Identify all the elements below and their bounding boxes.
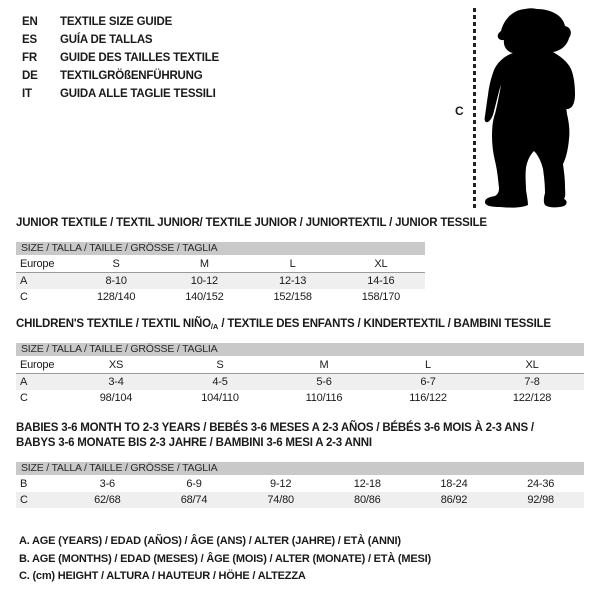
cell: 8-10 [72,273,160,290]
title-line: BABIES 3-6 MONTH TO 2-3 YEARS / BEBÉS 3-6 MESES A 2-3 AÑOS / BÉBÉS 3-6 MOIS À 2-3 ANS / [16,422,534,434]
language-code: EN [22,16,38,28]
children-size-table [16,356,584,406]
table-row [16,390,584,406]
cell: B [20,477,28,490]
cell: 62/68 [64,492,151,508]
table-row [16,289,425,305]
language-code: FR [22,52,37,64]
cell: 3-4 [64,374,168,391]
cell: 12-18 [353,477,381,490]
cell: 14-16 [337,273,425,290]
cell: 74/80 [237,492,324,508]
language-row [22,85,219,103]
cell: A [16,273,72,290]
cell: 9-12 [270,477,292,490]
cell: C [16,492,64,508]
table-row [16,273,425,290]
height-measure-line [473,8,476,209]
cell: 3-6 [99,477,115,490]
cell: 5-6 [272,374,376,391]
language-code: DE [22,70,38,82]
table-row [16,492,584,508]
legend-notes [19,533,431,586]
size-header-bar: SIZE / TALLA / TAILLE / GRÖSSE / TAGLIA [16,343,584,356]
cell: 158/170 [361,291,401,303]
cell: 98/104 [99,392,133,404]
cell: M [272,356,376,374]
cell: 128/140 [96,291,136,303]
title-subscript: /A [210,322,219,331]
cell: S [168,356,272,374]
cell: 12-13 [249,273,337,290]
cell: 80/86 [324,492,411,508]
cell: 10-12 [160,273,248,290]
cell: 140/152 [185,291,224,303]
table-row [16,255,425,273]
junior-size-table [16,255,425,305]
guide-title: TEXTILE SIZE GUIDE [60,16,173,28]
cell: 92/98 [497,492,584,508]
guide-title: GUÍA DE TALLAS [60,34,153,46]
note-age-years: A. AGE (YEARS) / EDAD (AÑOS) / ÂGE (ANS) / ALTER (JAHRE) / ETÀ (ANNI) [19,535,401,547]
title-line: BABYS 3-6 MONATE BIS 2-3 JAHRE / BAMBINI 3-6 MESI A 2-3 ANNI [16,437,372,449]
language-row [22,31,219,49]
size-header-bar: SIZE / TALLA / TAILLE / GRÖSSE / TAGLIA [16,462,584,475]
cell: S [72,255,160,273]
cell: XL [337,255,425,273]
note-height: C. (cm) HEIGHT / ALTURA / HAUTEUR / HÖHE / ALTEZZA [19,570,306,582]
childrens-textile-section [16,318,584,406]
cell: 104/110 [201,392,239,404]
cell: 122/128 [512,392,552,404]
cell: 7-8 [480,374,584,391]
cell: 18-24 [440,477,468,490]
language-row [22,13,219,31]
height-measure-label: C [455,104,464,118]
cell: 24-36 [527,477,555,490]
cell: C [20,291,28,303]
babies-size-table [16,475,584,508]
cell: 116/122 [409,392,447,404]
cell: XS [64,356,168,374]
note-age-months: B. AGE (MONTHS) / EDAD (MESES) / ÂGE (MOIS) / ALTER (MONATE) / ETÀ (MESI) [19,552,431,565]
language-row [22,49,219,67]
size-header-bar: SIZE / TALLA / TAILLE / GRÖSSE / TAGLIA [16,242,425,255]
cell: 4-5 [168,374,272,391]
cell: 68/74 [151,492,238,508]
cell: 6-7 [376,374,480,391]
title-text: CHILDREN'S TEXTILE / TEXTIL NIÑO [16,318,211,330]
cell: L [249,255,337,273]
cell: Europe [16,255,72,273]
baby-silhouette-icon [480,6,580,212]
language-code: IT [22,88,32,100]
babies-table-title [16,421,584,451]
table-row [16,356,584,374]
language-row [22,67,219,85]
children-table-title [16,318,584,333]
cell: 86/92 [411,492,498,508]
cell: A [16,374,64,391]
guide-title: TEXTILGRÖßENFÜHRUNG [60,70,203,82]
cell: L [376,356,480,374]
language-code: ES [22,34,37,46]
cell: 110/116 [305,392,343,404]
cell: M [160,255,248,273]
table-row [16,475,584,492]
junior-table-title: JUNIOR TEXTILE / TEXTIL JUNIOR/ TEXTILE JUNIOR / JUNIORTEXTIL / JUNIOR TESSILE [16,217,487,229]
junior-textile-section [16,217,487,305]
cell: C [20,392,28,404]
title-text: / TEXTILE DES ENFANTS / KINDERTEXTIL / BAMBINI TESSILE [218,318,551,330]
cell: Europe [16,356,64,374]
cell: XL [480,356,584,374]
babies-textile-section [16,421,584,508]
cell: 152/158 [273,291,312,303]
guide-title: GUIDE DES TAILLES TEXTILE [60,52,219,64]
guide-title: GUIDA ALLE TAGLIE TESSILI [60,88,216,100]
cell: 6-9 [186,477,202,490]
language-title-list [22,13,219,103]
table-row [16,374,584,391]
